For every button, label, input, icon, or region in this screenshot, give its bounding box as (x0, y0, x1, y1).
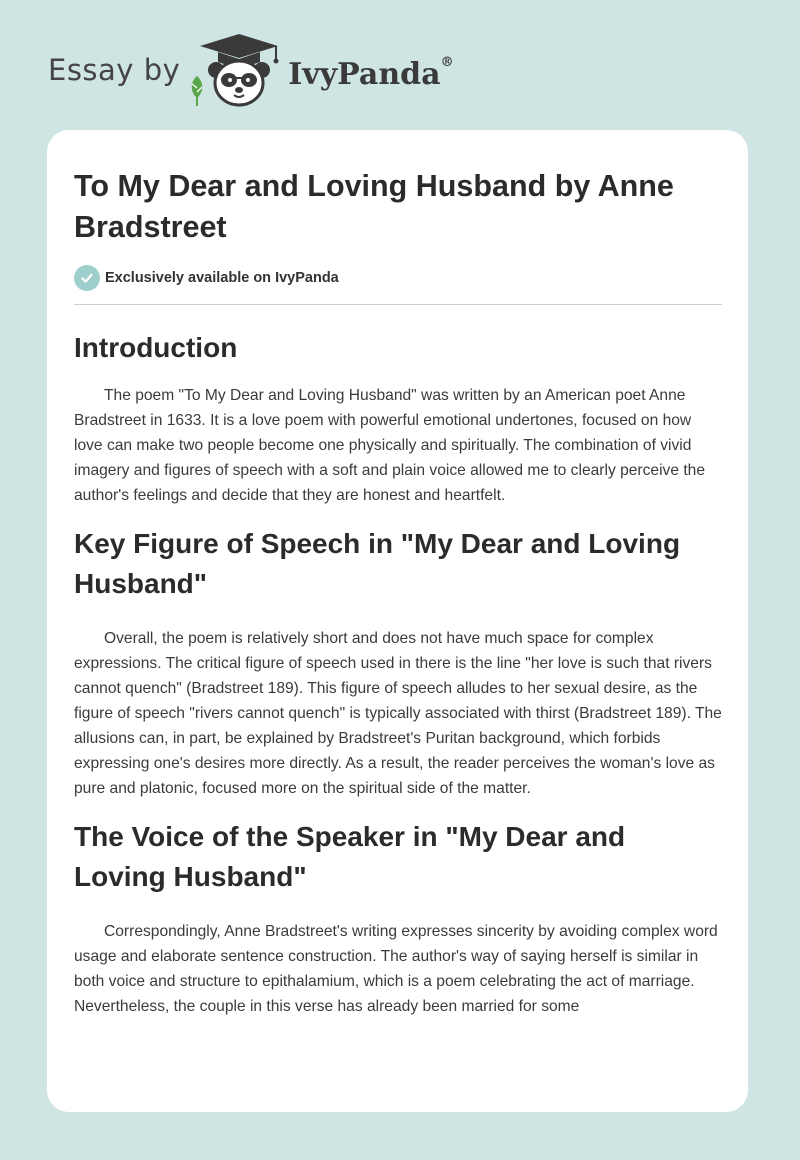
panda-graduate-logo-icon[interactable] (194, 30, 284, 110)
essay-by-label: Essay by (48, 53, 181, 87)
section-heading-introduction: Introduction (74, 332, 238, 363)
site-header (48, 30, 454, 110)
registered-mark: ® (440, 54, 454, 70)
brand-text: IvyPanda (288, 56, 441, 92)
check-circle-icon (74, 265, 100, 291)
exclusive-badge-text: Exclusively available on IvyPanda (105, 270, 339, 286)
section-paragraph-introduction: The poem "To My Dear and Loving Husband" was written by an American poet Anne Bradstreet in 1633. It is a love poem with powerful emotional undertones, focused on how love can make two people become one physically and spiritually. The combination of vivid imagery and figures of speech with a soft and plain voice allowed me to clearly perceive the author's feelings and decide that they are honest and heartfelt. (74, 387, 706, 504)
exclusive-badge (74, 265, 722, 305)
section-paragraph-voice-of-speaker: Correspondingly, Anne Bradstreet's writing expresses sincerity by avoiding complex word usage and elaborate sentence construction. The author's way of saying herself is similar in both voice and structure to epithalamium, which is a poem celebrating the act of marriage. Nevertheless, the couple in this verse has already been married for some (74, 923, 718, 1015)
section-heading-figure-of-speech: Key Figure of Speech in "My Dear and Loving Husband" (74, 528, 681, 599)
essay-card (47, 130, 748, 1112)
ivy-leaf-icon (186, 74, 208, 108)
essay-content (47, 130, 748, 1019)
section-heading-voice-of-speaker: The Voice of the Speaker in "My Dear and Loving Husband" (74, 821, 626, 892)
section-paragraph-figure-of-speech: Overall, the poem is relatively short and does not have much space for complex expressions. The critical figure of speech used in there is the line "her love is such that rivers cannot quench" (Bradstreet 189). This figure of speech alludes to her sexual desire, as the figure of speech "rivers cannot quench" is typically associated with thirst (Bradstreet 189). The allusions can, in part, be explained by Bradstreet's Puritan background, which forbids expressing one's desires more directly. As a result, the reader perceives the woman's love as pure and platonic, focused more on the spiritual side of the matter. (74, 630, 722, 797)
brand-name[interactable] (288, 54, 454, 92)
essay-title: To My Dear and Loving Husband by Anne Bradstreet (74, 169, 674, 244)
